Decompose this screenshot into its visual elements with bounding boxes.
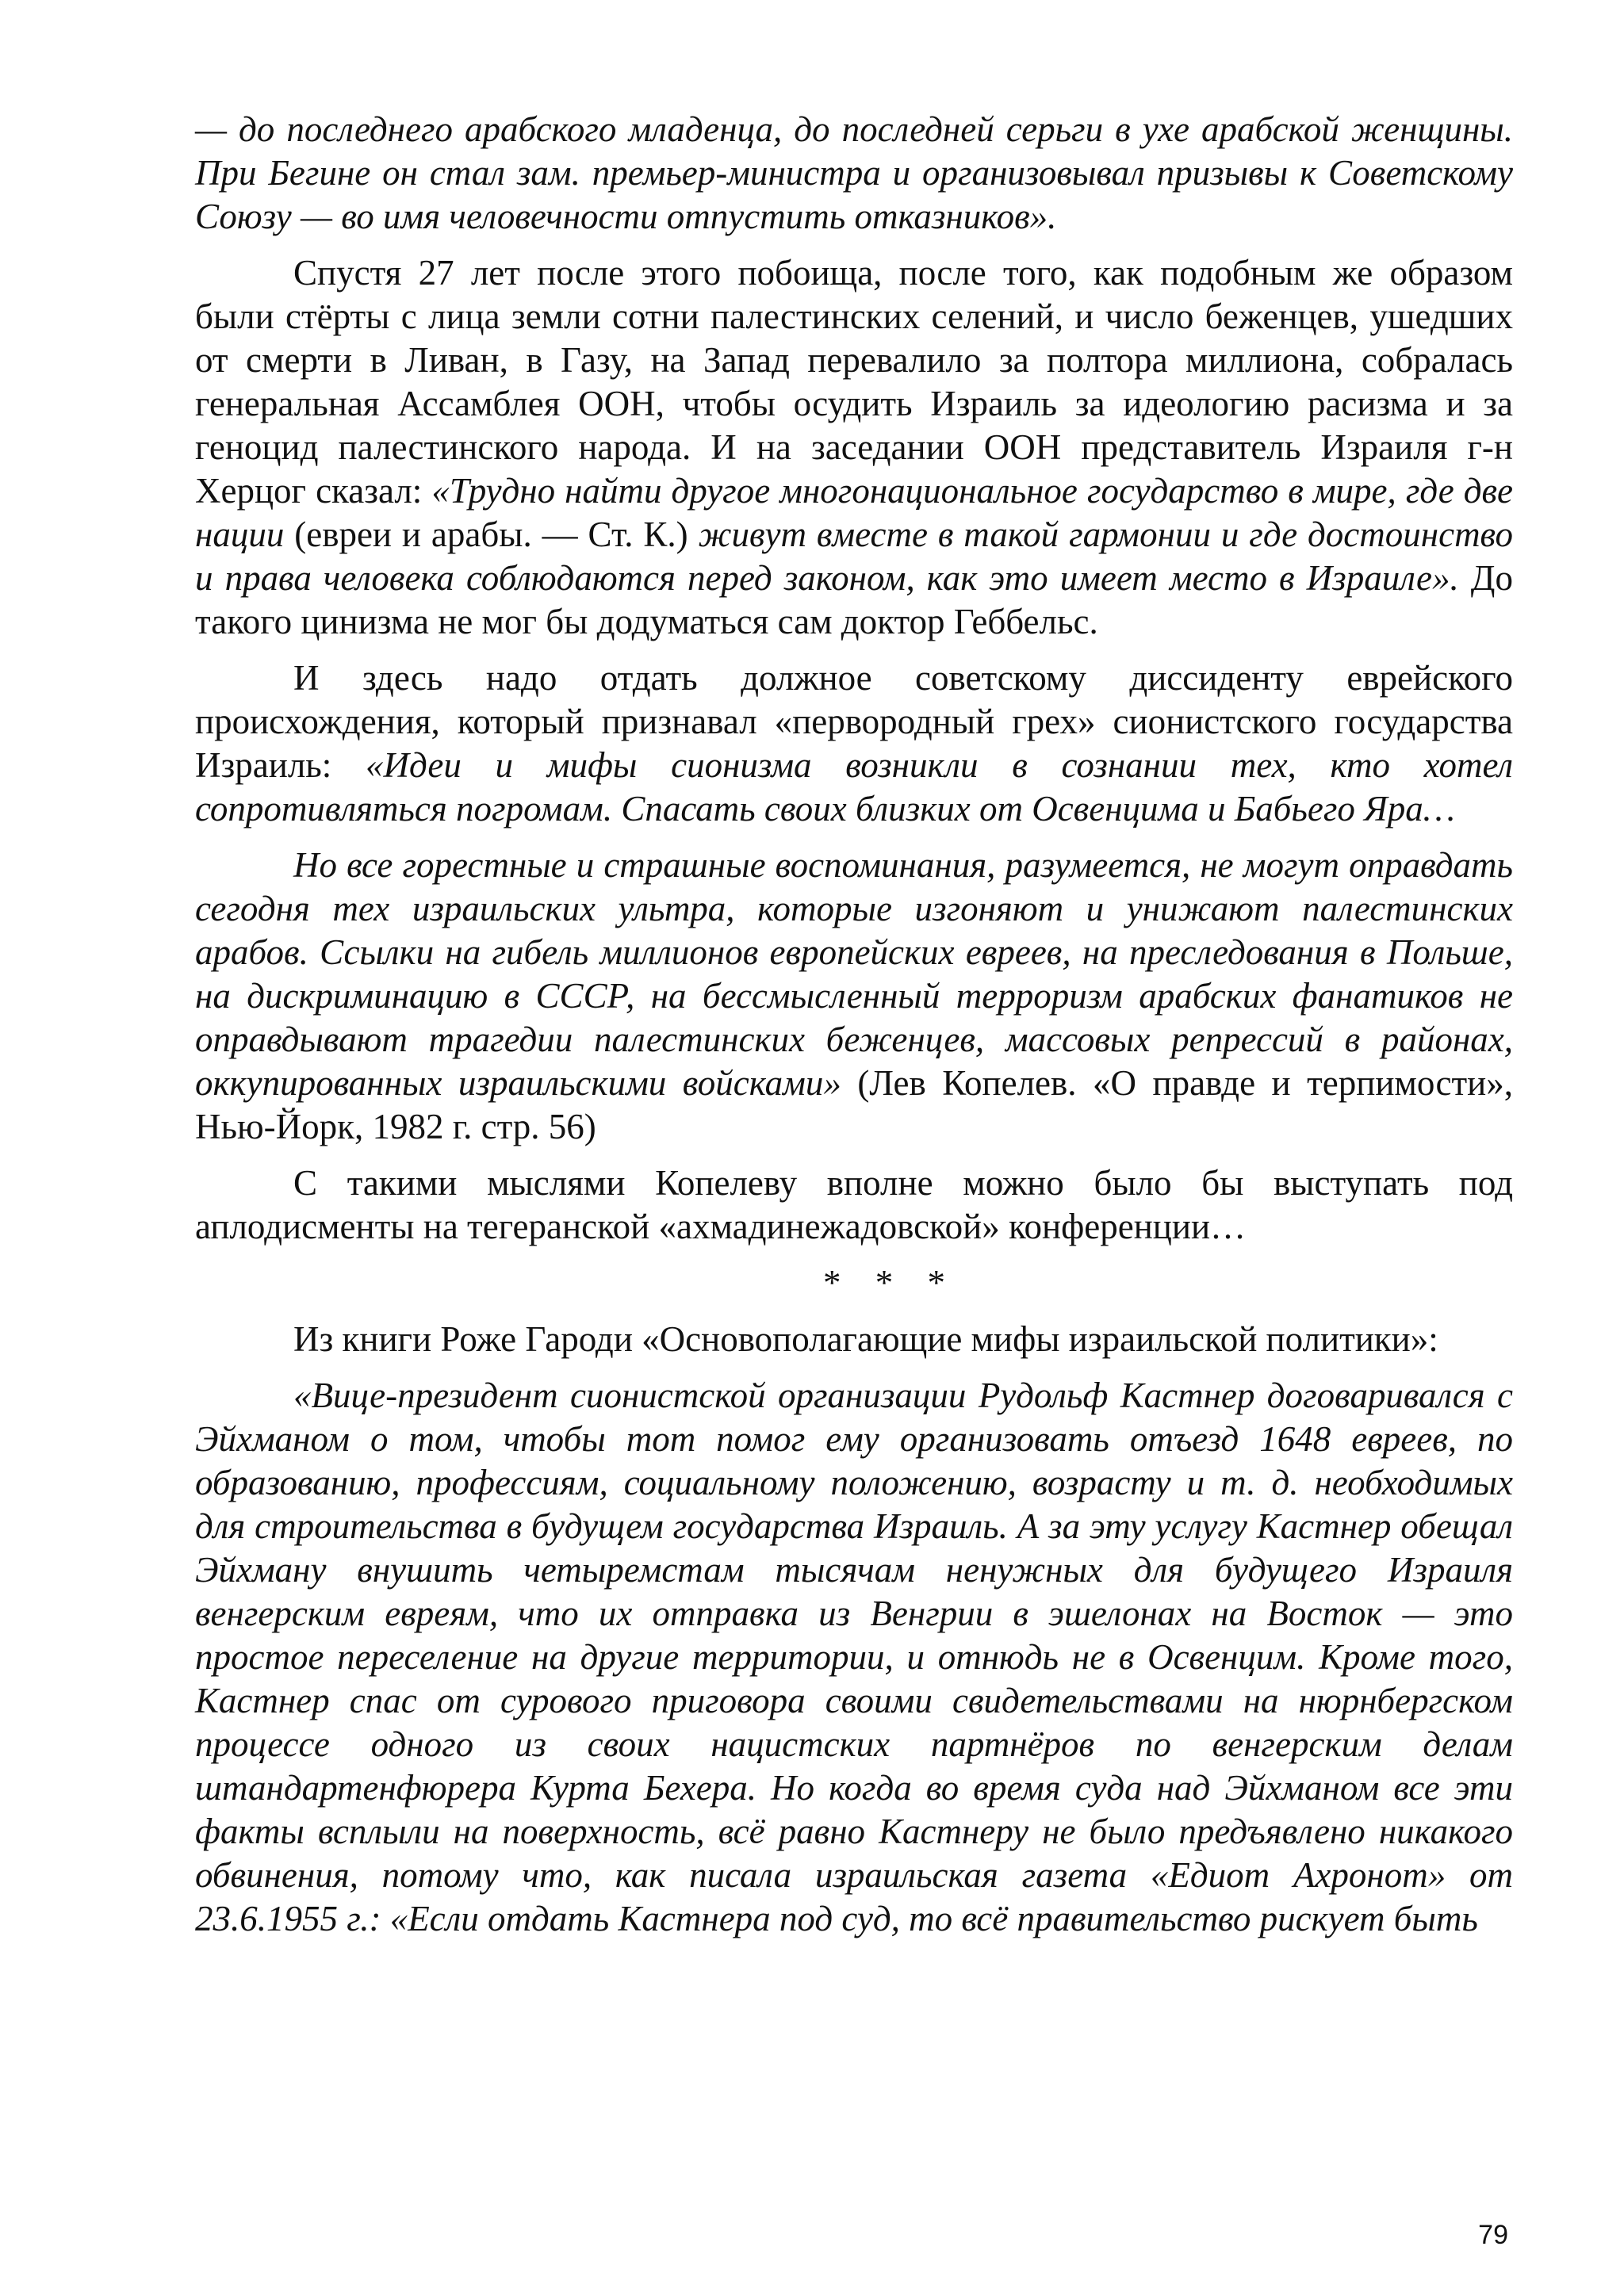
page-body: [195, 108, 1513, 1954]
paragraph-2-quote-2: живут вместе в такой гармонии и где достоинство и права человека соблюдаются перед законом, как это имеет место в Израиле».: [195, 515, 1514, 598]
paragraph-3-quote-1: «Идеи и мифы сионизма возникли в сознании тех, кто хотел сопротивляться погромам. Спасать своих близких от Освенцима и Бабьего Яра…: [195, 745, 1513, 828]
paragraph-2-quote-1: «Трудно найти другое многонациональное государство в мире, где две нации: [195, 471, 1513, 554]
paragraph-2-text-3: До такого цинизма не мог бы додуматься сам доктор Геббельс.: [195, 558, 1513, 641]
paragraph-3: [195, 656, 1513, 831]
paragraph-4-quote-1: Но все горестные и страшные воспоминания, разумеется, не могут оправдать сегодня тех израильских ультра, которые изгоняют и унижают палестинских арабов. Ссылки на гибель миллионов европейских евреев, на преследования в Польше, на дискриминацию в СССР, на бессмысленный терроризм арабских фанатиков не оправдывают трагедии палестинских беженцев, массовых репрессий в районах, оккупированных израильскими войсками»: [195, 845, 1513, 1103]
paragraph-2-text-1: Спустя 27 лет после этого побоища, после того, как подобным же образом были стёрты с лица земли сотни палестинских селений, и число беженцев, ушедших от смерти в Ливан, в Газу, на Запад перевалило за полтора миллиона, собралась генеральная Ассамблея ООН, чтобы осудить Израиль за идеологию расизма и за геноцид палестинского народа. И на заседании ООН представитель Израиля г-н Херцог сказал:: [195, 253, 1513, 511]
paragraph-1-quote: — до последнего арабского младенца, до последней серьги в ухе арабской женщины. При Бегине он стал зам. премьер-министра и организовывал призывы к Советскому Союзу — во имя человечности отпустить отказников».: [195, 109, 1513, 236]
paragraph-1: [195, 108, 1513, 239]
paragraph-7-quote: «Вице-президент сионистской организации Рудольф Кастнер договаривался с Эйхманом о том, чтобы тот помог ему организовать отъезд 1648 евреев, по образованию, профессиям, социальному положению, возрасту и т. д. необходимых для строительства в будущем государства Израиль. А за эту услугу Кастнер обещал Эйхману внушить четыремстам тысячам ненужных для будущего Израиля венгерским евреям, что их отправка из Венгрии в эшелонах на Восток — это простое переселение на другие территории, и отнюдь не в Освенцим. Кроме того, Кастнер спас от сурового приговора своими свидетельствами на нюрнбергском процессе одного из своих нацистских партнёров по венгерским делам штандартенфюрера Курта Бехера. Но когда во время суда над Эйхманом все эти факты всплыли на поверхность, всё равно Кастнеру не было предъявлено никакого обвинения, потому что, как писала израильская газета «Едиот Ахронот» от 23.6.1955 г.: «Если отдать Кастнера под суд, то всё правительство рискует быть: [195, 1376, 1513, 1938]
paragraph-7: [195, 1374, 1513, 1941]
paragraph-3-text-1: И здесь надо отдать должное советскому диссиденту еврейского происхождения, который признавал «первородный грех» сионистского государства Израиль:: [195, 658, 1513, 785]
paragraph-4-citation: (Лев Копелев. «О правде и терпимости», Нью-Йорк, 1982 г. стр. 56): [195, 1063, 1513, 1146]
paragraph-6: [195, 1318, 1513, 1361]
paragraph-5: [195, 1161, 1513, 1249]
page-number: 79: [1478, 2220, 1508, 2250]
paragraph-6-text: Из книги Роже Гароди «Основополагающие мифы израильской политики»:: [293, 1319, 1438, 1359]
paragraph-4: [195, 844, 1513, 1149]
paragraph-2: [195, 251, 1513, 644]
paragraph-5-text: С такими мыслями Копелеву вполне можно было бы выступать под аплодисменты на тегеранской «ахмадинежадовской» конференции…: [195, 1163, 1513, 1246]
section-separator: * * *: [823, 1263, 958, 1303]
paragraph-2-text-2: (евреи и арабы. — Ст. К.): [284, 515, 699, 554]
